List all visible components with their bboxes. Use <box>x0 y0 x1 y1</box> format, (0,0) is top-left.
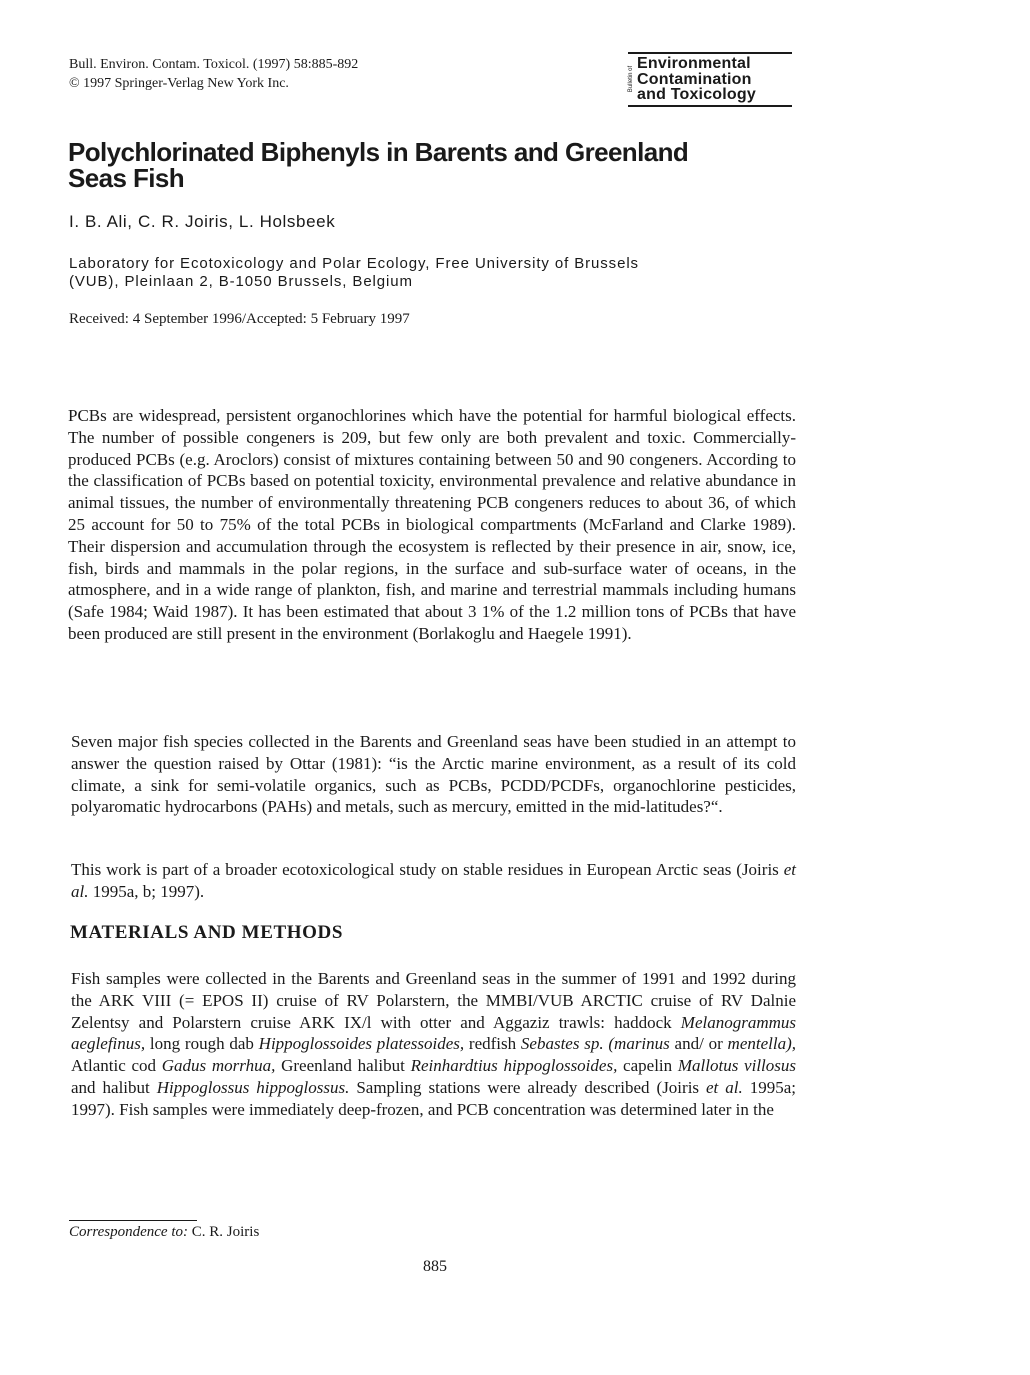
body-paragraph-3: This work is part of a broader ecotoxicological study on stable residues in European Arctic seas (Joiris et al. 1995a, b; 1997). <box>71 860 796 901</box>
body-paragraph-2: Seven major fish species collected in the Barents and Greenland seas have been studied in an attempt to answer the question raised by Ottar (1981): “is the Arctic marine environment, as a result of its cold climate, a sink for semi-volatile organics, such as PCBs, PCDD/PCDFs, organochlorine pesticides, polyaromatic hydrocarbons (PAHs) and metals, such as mercury, emitted in the mid-latitudes?“. <box>71 732 796 817</box>
logo-bottom-rule <box>628 105 792 107</box>
citation-line-1: Bull. Environ. Contam. Toxicol. (1997) 58:885-892 <box>69 57 359 72</box>
journal-logo <box>626 52 792 108</box>
affiliation-line-2: (VUB), Pleinlaan 2, B-1050 Brussels, Belgium <box>69 273 413 290</box>
logo-side-label: Bulletin of <box>628 65 634 93</box>
logo-line-3: and Toxicology <box>637 86 756 103</box>
logo-line-1: Environmental <box>637 55 751 72</box>
author-list: I. B. Ali, C. R. Joiris, L. Holsbeek <box>69 212 336 231</box>
article-title <box>68 139 768 191</box>
correspondence-footnote: Correspondence to: C. R. Joiris <box>69 1224 260 1240</box>
body-paragraph-1: PCBs are widespread, persistent organochlorines which have the potential for harmful biological effects. The number of possible congeners is 209, but few only are both prevalent and toxic. Commercially-produced PCBs (e.g. Aroclors) consist of mixtures containing between 50 and 90 congeners. According to the classification of PCBs based on potential toxicity, environmental prevalence and relative abundance in animal tissues, the number of environmentally threatening PCB congeners reduces to about 36, of which 25 account for 50 to 75% of the total PCBs in biological compartments (McFarland and Clarke 1989). Their dispersion and accumulation through the ecosystem is reflected by their presence in air, snow, ice, fish, birds and mammals in the polar regions, in the surface and sub-surface water of oceans, in the atmosphere, and in a wide range of plankton, fish, and marine and terrestrial mammals including humans (Safe 1984; Waid 1987). It has been estimated that about 3 1% of the 1.2 million tons of PCBs that have been produced are still present in the environment (Borlakoglu and Haegele 1991). <box>68 406 796 643</box>
affiliation-line-1: Laboratory for Ecotoxicology and Polar Ecology, Free University of Brussels <box>69 255 639 272</box>
footnote-rule <box>69 1220 197 1221</box>
body-paragraph-4: Fish samples were collected in the Barents and Greenland seas in the summer of 1991 and 1992 during the ARK VIII (= EPOS II) cruise of RV Polarstern, the MMBI/VUB ARCTIC cruise of RV Dalnie Zelentsy and Polarstern cruise ARK IX/l with otter and Aggaziz trawls: haddock Melanogrammus aeglefinus, long rough dab Hippoglossoides platessoides, redfish Sebastes sp. (marinus and/ or mentella), Atlantic cod Gadus morrhua, Greenland halibut Reinhardtius hippoglossoides, capelin Mallotus villosus and halibut Hippoglossus hippoglossus. Sampling stations were already described (Joiris et al. 1995a; 1997). Fish samples were immediately deep-frozen, and PCB concentration was determined later in the <box>71 969 796 1119</box>
logo-line-2: Contamination <box>637 70 752 88</box>
journal-citation <box>69 55 358 93</box>
title-line-2: Seas Fish <box>68 163 184 193</box>
logo-wordmark <box>637 56 756 103</box>
received-dates: Received: 4 September 1996/Accepted: 5 February 1997 <box>69 311 410 327</box>
title-line-1: Polychlorinated Biphenyls in Barents and Greenland <box>68 137 689 167</box>
page-number: 885 <box>423 1258 447 1275</box>
affiliation <box>69 255 749 291</box>
section-heading: MATERIALS AND METHODS <box>70 922 344 943</box>
citation-line-2: © 1997 Springer-Verlag New York Inc. <box>69 76 289 91</box>
logo-top-rule <box>628 52 792 54</box>
